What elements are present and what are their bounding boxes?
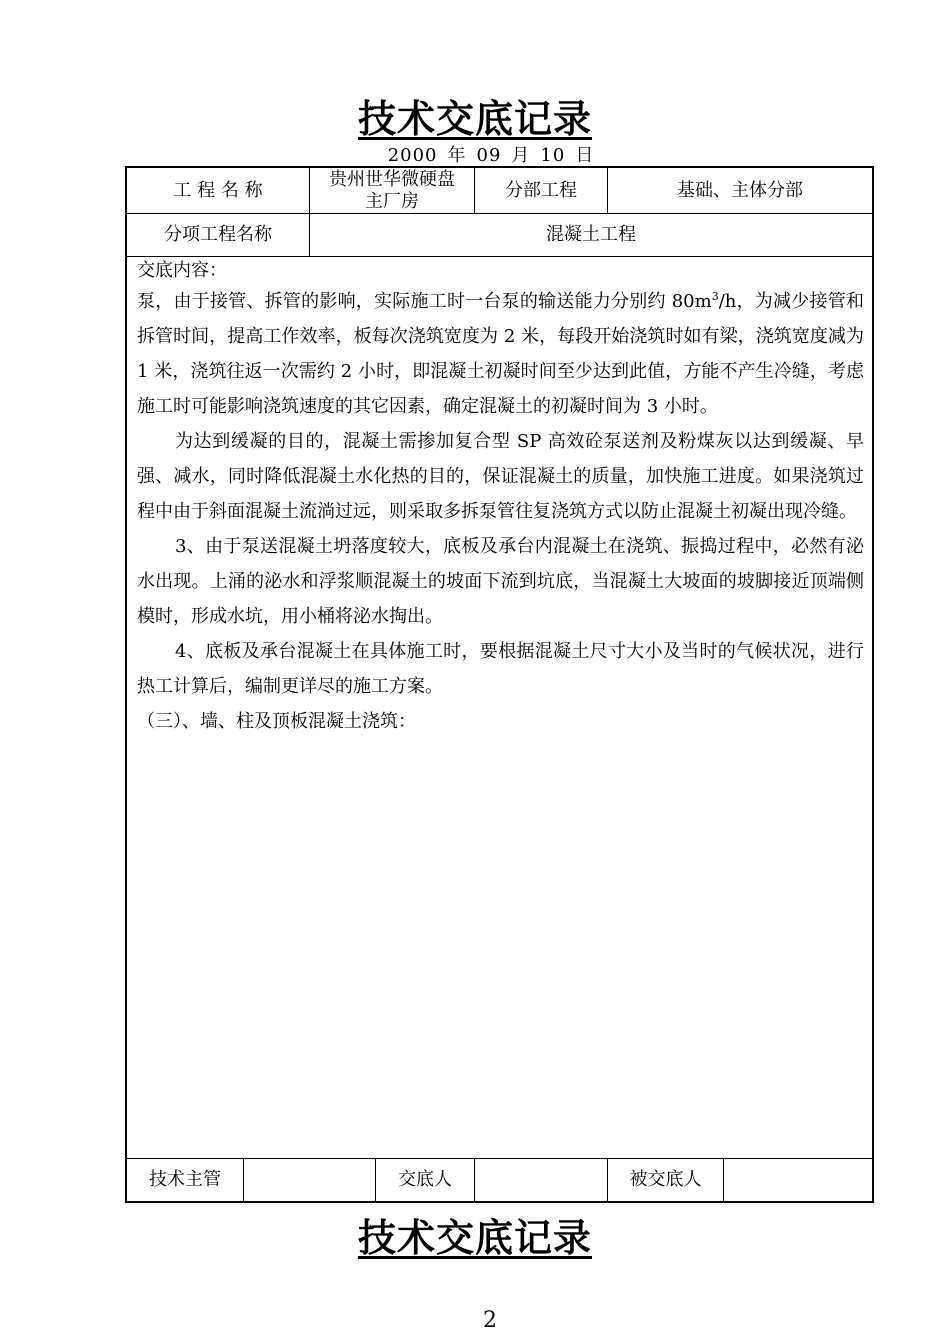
- date-line: [0, 141, 950, 167]
- content-heading: 交底内容：: [137, 260, 227, 281]
- document-title: 技术交底记录: [357, 97, 592, 141]
- project-name-label: 工 程 名 称: [173, 179, 263, 201]
- recipient-label: 被交底人: [629, 1169, 702, 1190]
- content-subheading: （三）、墙、柱及顶板混凝土浇筑：: [137, 711, 416, 732]
- project-name-line2: 主厂房: [365, 190, 419, 212]
- date-month: 09: [476, 145, 502, 166]
- content-paragraph: 为达到缓凝的目的，混凝土需掺加复合型 SP 高效砼泵送剂及粉煤灰以达到缓凝、早强、减水，同时降低混凝土水化热的目的，保证混凝土的质量，加快施工进度。如果浇筑过程中由于斜面混凝土流淌过远，则采取多拆泵管往复浇筑方式以防止混凝土初凝出现冷缝。: [137, 431, 864, 522]
- content-paragraph: 3、由于泵送混凝土坍落度较大，底板及承台内混凝土在浇筑、振捣过程中，必然有泌水出现。上涌的泌水和浮浆顺混凝土的坡面下流到坑底，当混凝土大坡面的坡脚接近顶端侧模时，形成水坑，用小桶将泌水掏出。: [137, 536, 864, 627]
- date-day-label: 日: [575, 145, 595, 166]
- date-year: 2000: [387, 145, 438, 166]
- division-label: 分部工程: [505, 179, 577, 201]
- date-day: 10: [540, 145, 566, 166]
- discloser-label: 交底人: [398, 1169, 452, 1190]
- subitem-value: 混凝土工程: [546, 224, 636, 245]
- tech-supervisor-label: 技术主管: [149, 1169, 221, 1190]
- footer-title: 技术交底记录: [357, 1216, 592, 1260]
- date-year-label: 年: [447, 145, 467, 166]
- record-table: [125, 166, 874, 1203]
- project-name-value: [310, 168, 474, 213]
- date-month-label: 月: [511, 145, 531, 166]
- subitem-label: 分项工程名称: [164, 224, 272, 245]
- tech-supervisor-value: [244, 1159, 375, 1201]
- content-paragraph: 泵，由于接管、拆管的影响，实际施工时一台泵的输送能力分别约 $80m^3/h$，为减少接管和拆管时间，提高工作效率，板每次浇筑宽度为 2 米，每段开始浇筑时如有梁，浇筑宽度减为 1 米，浇筑往返一次需约 2 小时，即混凝土初凝时间至少达到此值，方能不产生冷缝，考虑施工时可能影响浇筑速度的其它因素，确定混凝土的初凝时间为 3 小时。: [137, 290, 864, 417]
- page-number: 2: [483, 1308, 497, 1333]
- content-paragraph: 4、底板及承台混凝土在具体施工时，要根据混凝土尺寸大小及当时的气候状况，进行热工计算后，编制更详尽的施工方案。: [137, 641, 864, 697]
- project-name-line1: 贵州世华微硬盘: [329, 168, 455, 190]
- disclosure-content: [137, 260, 864, 739]
- recipient-value: [724, 1159, 872, 1201]
- division-value: 基础、主体分部: [677, 179, 803, 201]
- discloser-value: [475, 1159, 607, 1201]
